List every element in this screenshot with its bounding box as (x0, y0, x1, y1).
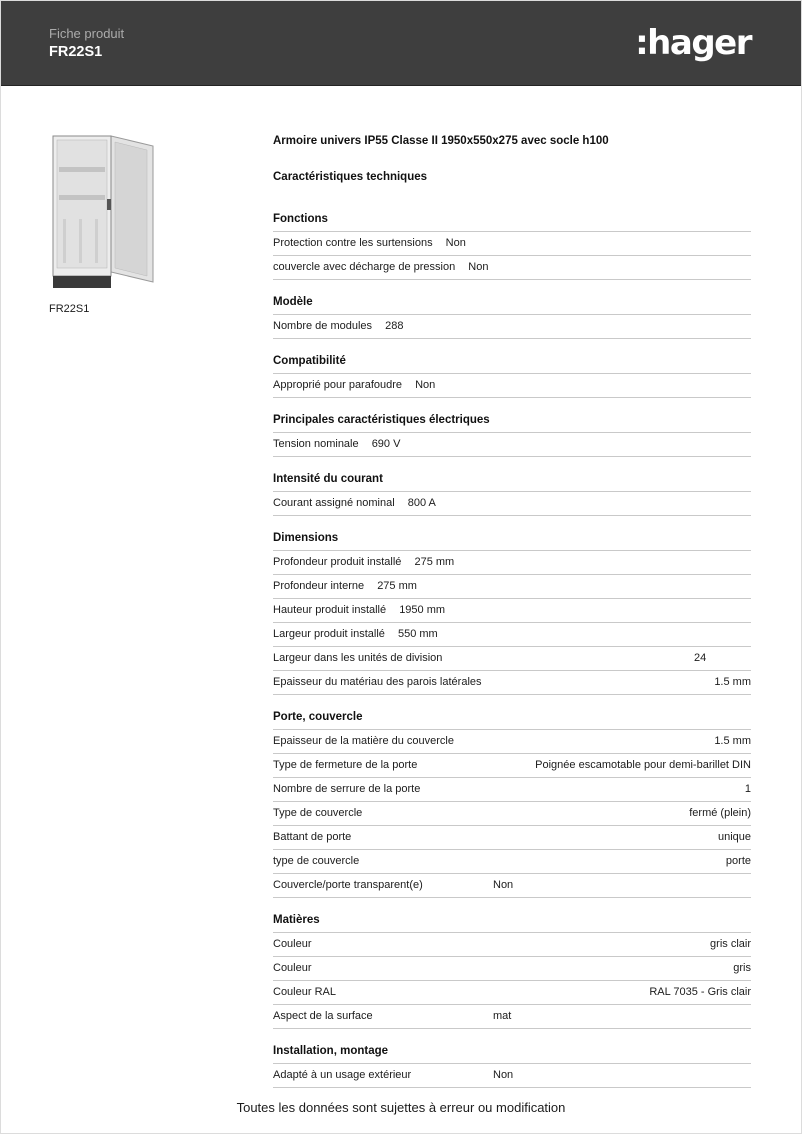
product-image (49, 131, 159, 294)
section-title: Intensité du courant (273, 473, 751, 492)
spec-label: Couleur RAL (273, 986, 336, 998)
section-title: Installation, montage (273, 1045, 751, 1064)
spec-value: 1.5 mm (714, 676, 751, 688)
spec-value: 24 (694, 652, 707, 664)
spec-label: Nombre de modules (273, 320, 373, 332)
spec-label: Couleur (273, 938, 312, 950)
spec-row (273, 874, 751, 898)
spec-label: Aspect de la surface (273, 1010, 373, 1022)
spec-row (273, 957, 751, 981)
spec-value: 1.5 mm (714, 735, 751, 747)
spec-row (273, 492, 751, 516)
spec-row (273, 315, 751, 339)
section-rows (273, 933, 751, 1029)
spec-value: gris clair (710, 938, 751, 950)
spec-label: Nombre de serrure de la porte (273, 783, 421, 795)
spec-row (273, 551, 751, 575)
spec-row (273, 754, 751, 778)
section-title: Principales caractéristiques électriques (273, 414, 751, 433)
spec-label: Couleur (273, 962, 312, 974)
spec-label: type de couvercle (273, 855, 360, 867)
spec-label: Epaisseur du matériau des parois latérales (273, 676, 482, 688)
spec-row (273, 671, 751, 695)
spec-section (273, 532, 751, 695)
spec-value: Poignée escamotable pour demi-barillet DIN (535, 759, 751, 771)
header-left (49, 26, 124, 61)
spec-value: Non (468, 261, 489, 273)
spec-value: RAL 7035 - Gris clair (649, 986, 751, 998)
section-rows (273, 551, 751, 695)
section-title: Fonctions (273, 213, 751, 232)
section-title: Matières (273, 914, 751, 933)
spec-row (273, 575, 751, 599)
spec-label: Battant de porte (273, 831, 352, 843)
spec-value: 1 (744, 783, 751, 795)
spec-row (273, 826, 751, 850)
section-rows (273, 730, 751, 898)
spec-label: Tension nominale (273, 438, 359, 450)
spec-label: Profondeur interne (273, 580, 365, 592)
spec-section (273, 213, 751, 280)
spec-value: fermé (plein) (689, 807, 751, 819)
spec-sections (273, 213, 751, 1088)
header-product-code: FR22S1 (49, 43, 103, 60)
spec-value: mat (493, 1010, 512, 1022)
spec-row (273, 850, 751, 874)
spec-label: Type de couvercle (273, 807, 363, 819)
section-title: Compatibilité (273, 355, 751, 374)
spec-row (273, 933, 751, 957)
spec-section (273, 1045, 751, 1088)
section-rows (273, 232, 751, 280)
footer-disclaimer: Toutes les données sont sujettes à erreur ou modification (236, 1100, 566, 1115)
section-rows (273, 492, 751, 516)
spec-row (273, 374, 751, 398)
spec-row (273, 778, 751, 802)
spec-column (273, 134, 751, 1104)
header-bar (1, 1, 801, 86)
spec-label: Type de fermeture de la porte (273, 759, 418, 771)
spec-label: Profondeur produit installé (273, 556, 402, 568)
spec-label: Adapté à un usage extérieur (273, 1069, 412, 1081)
section-rows (273, 374, 751, 398)
section-title: Dimensions (273, 532, 751, 551)
spec-value: gris (733, 962, 751, 974)
product-title: Armoire univers IP55 Classe II 1950x550x275 avec socle h100 (273, 135, 609, 147)
spec-row (273, 256, 751, 280)
spec-row (273, 981, 751, 1005)
section-rows (273, 1064, 751, 1088)
spec-label: Largeur dans les unités de division (273, 652, 443, 664)
spec-value: Non (415, 379, 436, 391)
spec-label: Couvercle/porte transparent(e) (273, 879, 423, 891)
hager-logo: :hager (635, 23, 751, 63)
spec-value: 275 mm (377, 580, 417, 592)
section-title: Porte, couvercle (273, 711, 751, 730)
section-rows (273, 315, 751, 339)
product-image-caption: FR22S1 (49, 303, 90, 315)
spec-label: Protection contre les surtensions (273, 237, 433, 249)
spec-section (273, 414, 751, 457)
spec-row (273, 433, 751, 457)
spec-label: Approprié pour parafoudre (273, 379, 403, 391)
doc-type-label: Fiche produit (49, 25, 125, 41)
spec-row (273, 232, 751, 256)
spec-row (273, 802, 751, 826)
spec-value: Non (493, 1069, 514, 1081)
spec-section (273, 914, 751, 1029)
spec-value: 275 mm (414, 556, 455, 568)
spec-label: Epaisseur de la matière du couvercle (273, 735, 454, 747)
spec-row (273, 623, 751, 647)
section-title: Modèle (273, 296, 751, 315)
spec-value: 550 mm (397, 628, 438, 640)
spec-value: unique (717, 831, 751, 843)
spec-label: Largeur produit installé (273, 628, 385, 640)
spec-row (273, 1064, 751, 1088)
spec-row (273, 730, 751, 754)
spec-row (273, 599, 751, 623)
spec-section (273, 473, 751, 516)
spec-value: Non (493, 879, 514, 891)
cabinet-illustration (49, 131, 159, 294)
section-rows (273, 433, 751, 457)
product-image-column (49, 131, 169, 315)
spec-row (273, 1005, 751, 1029)
spec-value: 1950 mm (399, 604, 446, 616)
spec-value: 690 V (371, 438, 401, 450)
spec-value: 800 A (407, 497, 436, 509)
spec-label: couvercle avec décharge de pression (273, 261, 456, 273)
tech-characteristics-heading: Caractéristiques techniques (273, 171, 428, 183)
spec-row (273, 647, 751, 671)
spec-label: Courant assigné nominal (273, 497, 395, 509)
spec-value: porte (725, 855, 751, 867)
spec-section (273, 296, 751, 339)
spec-section (273, 355, 751, 398)
spec-section (273, 711, 751, 898)
spec-value: 288 (385, 320, 404, 332)
spec-label: Hauteur produit installé (273, 604, 387, 616)
spec-value: Non (445, 237, 466, 249)
